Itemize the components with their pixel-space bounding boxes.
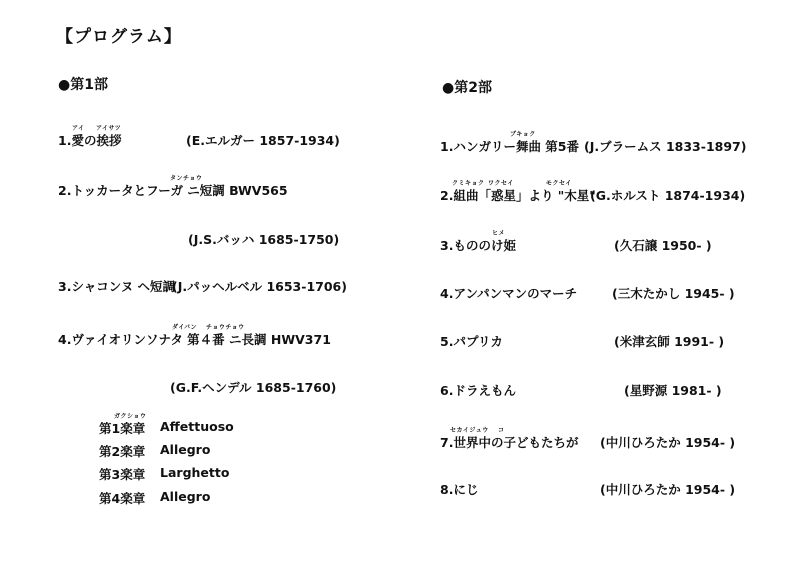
part2-item-7-composer: (中川ひろたか 1954- )	[600, 435, 736, 450]
part2-item-1-title: 1.ハンガリー舞曲 第5番	[440, 139, 579, 154]
ruby-kumikyoku: クミキョク	[452, 180, 485, 187]
part2-item-2-composer: (G.ホルスト 1874-1934)	[590, 188, 746, 203]
part2-item-6-title: 6.ドラえもん	[440, 383, 516, 398]
movement-1-title: Affettuoso	[160, 419, 234, 434]
ruby-tanchou: タンチョウ	[170, 175, 203, 182]
ruby-ai: アイ	[72, 125, 85, 132]
part2-item-6-composer: (星野源 1981- )	[624, 383, 722, 398]
part2-item-5-composer: (米津玄師 1991- )	[614, 334, 725, 349]
part1-item-4-composer: (G.F.ヘンデル 1685-1760)	[170, 380, 337, 395]
part1-item-3-composer: (J.パッヘルベル 1653-1706)	[172, 279, 347, 294]
part2-item-1-composer: (J.ブラームス 1833-1897)	[584, 139, 747, 154]
movement-2-label: 第2楽章	[99, 444, 146, 459]
ruby-ko: コ	[498, 427, 505, 434]
ruby-ban: バン	[184, 324, 198, 331]
part1-item-4-title: 4.ヴァイオリンソナタ 第４番 ニ長調 HWV371	[58, 332, 331, 347]
part2-item-2-title: 2.組曲「惑星」より "木星"	[440, 188, 596, 203]
movement-1-label: 第1楽章	[99, 421, 146, 436]
ruby-hime: ヒメ	[492, 230, 506, 237]
part1-item-2-title: 2.トッカータとフーガ ニ短調 BWV565	[58, 183, 288, 198]
ruby-chouchou: チョウチョウ	[206, 324, 245, 331]
part2-item-3-title: 3.もののけ姫	[440, 238, 516, 253]
part2-item-8-title: 8.にじ	[440, 482, 479, 497]
part2-item-5-title: 5.パプリカ	[440, 334, 503, 349]
part1-item-1-composer: (E.エルガー 1857-1934)	[186, 133, 340, 148]
movement-4-label: 第4楽章	[99, 491, 146, 506]
movement-3-label: 第3楽章	[99, 467, 146, 482]
part2-item-7-title: 7.世界中の子どもたちが	[440, 435, 579, 450]
ruby-gakushou: ガクショウ	[114, 413, 147, 420]
part2-item-4-composer: (三木たかし 1945- )	[612, 286, 735, 301]
part1-item-3-title: 3.シャコンヌ ヘ短調	[58, 279, 176, 294]
ruby-mokusei: モクセイ	[546, 180, 572, 187]
movement-2-title: Allegro	[160, 442, 211, 457]
movement-3-title: Larghetto	[160, 465, 230, 480]
part2-heading: ●第2部	[442, 80, 492, 96]
ruby-wakusei: ワクセイ	[488, 180, 514, 187]
ruby-aisatsu: アイサツ	[96, 125, 122, 132]
ruby-dai: ダイ	[172, 324, 185, 331]
part1-item-2-composer: (J.S.バッハ 1685-1750)	[188, 232, 340, 247]
part1-item-1-title: 1.愛の挨拶	[58, 133, 122, 148]
movement-4-title: Allegro	[160, 489, 211, 504]
ruby-sekaijuu: セカイジュウ	[450, 427, 489, 434]
part2-item-4-title: 4.アンパンマンのマーチ	[440, 286, 578, 301]
ruby-bukyoku: ブキョク	[510, 131, 536, 138]
program-title: 【プログラム】	[56, 27, 182, 47]
part2-item-8-composer: (中川ひろたか 1954- )	[600, 482, 736, 497]
part1-heading: ●第1部	[58, 77, 108, 93]
part2-item-3-composer: (久石譲 1950- )	[614, 238, 712, 253]
